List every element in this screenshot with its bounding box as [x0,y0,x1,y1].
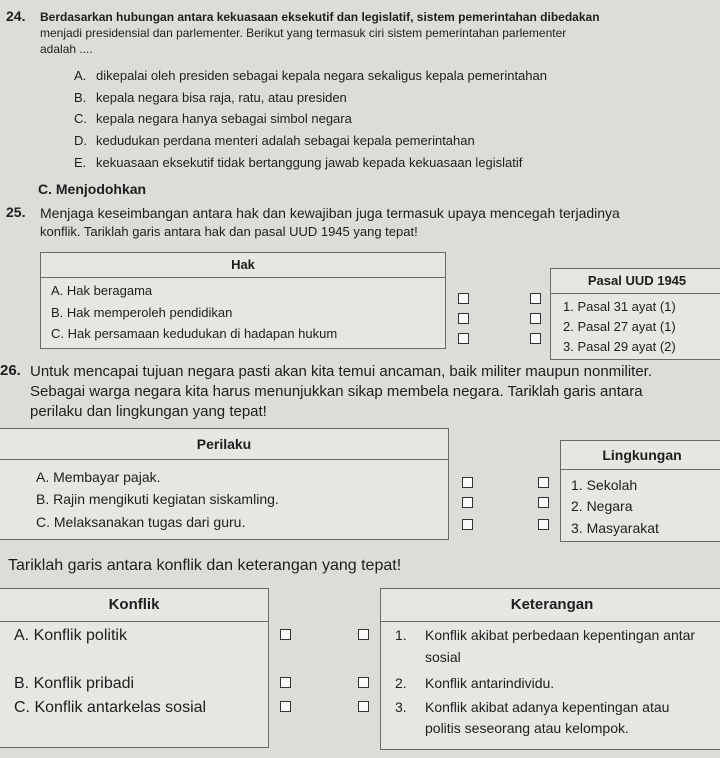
q27-left-dot-b[interactable] [280,677,291,688]
q26-right-dot-2[interactable] [538,497,549,508]
question-26-line1: Untuk mencapai tujuan negara pasti akan kita temui ancaman, baik militer maupun nonmiliter. [30,363,653,380]
q27-konflik-header: Konflik [0,589,268,622]
q26-right-dot-3[interactable] [538,519,549,530]
q26-lingkungan-item-1: 1. Sekolah [571,477,638,493]
q27-keterangan-1-number: 1. [395,627,407,643]
q27-keterangan-2-number: 2. [395,675,407,691]
q26-lingkungan-item-3: 3. Masyarakat [571,520,659,536]
question-25-line1: Menjaga keseimbangan antara hak dan kewajiban juga termasuk upaya mencegah terjadinya [40,205,620,221]
q27-konflik-item-c: C. Konflik antarkelas sosial [14,699,207,716]
question-24-line2: menjadi presidensial dan parlementer. Berikut yang termasuk ciri sistem pemerintahan parlementer [40,26,567,40]
q26-lingkungan-item-2: 2. Negara [571,498,633,514]
q26-left-dot-b[interactable] [462,497,473,508]
q27-keterangan-3-number: 3. [395,699,407,715]
q25-pasal-header: Pasal UUD 1945 [551,269,720,294]
q27-keterangan-2-line1: Konflik antarindividu. [425,675,555,691]
question-26-line3: perilaku dan lingkungan yang tepat! [30,403,267,420]
q24-option-d[interactable]: kedudukan perdana menteri adalah sebagai kepala pemerintahan [96,133,475,148]
q27-left-dot-a[interactable] [280,629,291,640]
q27-konflik-table [0,588,269,748]
q25-hak-item-b: B. Hak memperoleh pendidikan [51,305,233,320]
q27-konflik-item-b: B. Konflik pribadi [14,675,135,692]
q25-hak-table [40,252,446,349]
q24-option-b[interactable]: kepala negara bisa raja, ratu, atau presiden [96,90,347,105]
q25-left-dot-c[interactable] [458,333,469,344]
q27-konflik-item-a: A. Konflik politik [14,627,127,644]
question-26-number: 26. [0,362,21,379]
q26-left-dot-c[interactable] [462,519,473,530]
q25-right-dot-2[interactable] [530,313,541,324]
q27-right-dot-3[interactable] [358,701,369,712]
q25-hak-item-c: C. Hak persamaan kedudukan di hadapan hukum [51,326,338,341]
q25-right-dot-1[interactable] [530,293,541,304]
q25-hak-item-a: A. Hak beragama [51,283,153,298]
question-25-line2: konflik. Tariklah garis antara hak dan pasal UUD 1945 yang tepat! [40,224,418,239]
q26-lingkungan-header: Lingkungan [561,441,720,470]
q24-option-c[interactable]: kepala negara hanya sebagai simbol negara [96,111,352,126]
q26-perilaku-table [0,428,449,540]
section-heading: C. Menjodohkan [38,181,147,197]
q27-keterangan-1-line2: sosial [425,649,461,665]
q24-option-e-letter: E. [74,155,87,170]
q25-left-dot-b[interactable] [458,313,469,324]
q27-keterangan-3-line1: Konflik akibat adanya kepentingan atau [425,699,670,715]
q27-keterangan-header: Keterangan [381,589,720,622]
q26-perilaku-item-b: B. Rajin mengikuti kegiatan siskamling. [36,491,279,507]
q27-keterangan-1-line1: Konflik akibat perbedaan kepentingan antar [425,627,696,643]
question-24-number: 24. [6,8,26,24]
question-25-number: 25. [6,204,26,220]
question-24-line3: adalah .... [40,42,93,56]
q26-perilaku-header: Perilaku [0,429,448,460]
q24-option-c-letter: C. [74,111,87,126]
q24-option-b-letter: B. [74,90,87,105]
q27-keterangan-3-line2: politis seseorang atau kelompok. [425,720,629,736]
q26-left-dot-a[interactable] [462,477,473,488]
question-26-line2: Sebagai warga negara kita harus menunjukkan sikap membela negara. Tariklah garis antara [30,383,643,400]
q24-option-a-letter: A. [74,68,87,83]
q26-perilaku-item-c: C. Melaksanakan tugas dari guru. [36,514,246,530]
q25-pasal-item-2: 2. Pasal 27 ayat (1) [563,319,676,334]
q26-lingkungan-table [560,440,720,542]
question-24-line1: Berdasarkan hubungan antara kekuasaan eksekutif dan legislatif, sistem pemerintahan dibedakan [40,10,600,24]
q25-hak-header: Hak [41,253,445,278]
q24-option-a[interactable]: dikepalai oleh presiden sebagai kepala negara sekaligus kepala pemerintahan [96,68,547,83]
q27-right-dot-2[interactable] [358,677,369,688]
question-27-instruction: Tariklah garis antara konflik dan keterangan yang tepat! [8,557,402,574]
q25-right-dot-3[interactable] [530,333,541,344]
q26-right-dot-1[interactable] [538,477,549,488]
q25-left-dot-a[interactable] [458,293,469,304]
q27-left-dot-c[interactable] [280,701,291,712]
q26-perilaku-item-a: A. Membayar pajak. [36,469,161,485]
q27-keterangan-table [380,588,720,750]
q27-right-dot-1[interactable] [358,629,369,640]
q25-pasal-item-1: 1. Pasal 31 ayat (1) [563,299,676,314]
q24-option-d-letter: D. [74,133,87,148]
q25-pasal-item-3: 3. Pasal 29 ayat (2) [563,339,676,354]
q24-option-e[interactable]: kekuasaan eksekutif tidak bertanggung jawab kepada kekuasaan legislatif [96,155,523,170]
q25-pasal-table [550,268,720,360]
